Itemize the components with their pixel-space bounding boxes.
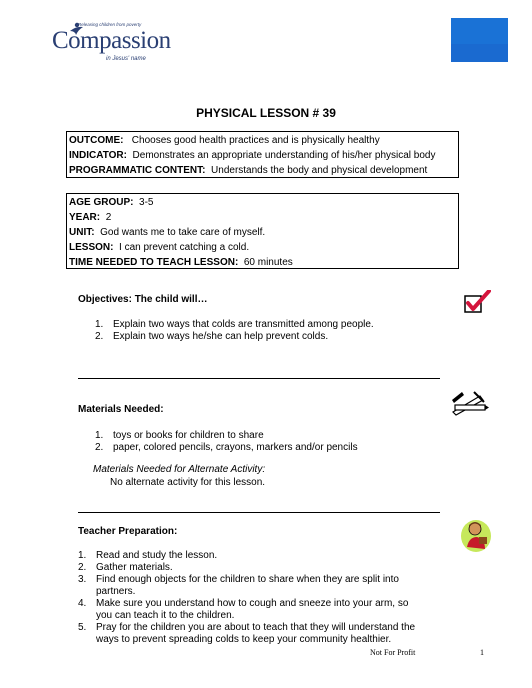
materials-list — [95, 430, 455, 454]
alt-materials-text: No alternate activity for this lesson. — [110, 477, 266, 488]
list-item: 1. Explain two ways that colds are transmitted among people. — [95, 319, 374, 330]
list-item: 2. paper, colored pencils, crayons, markers and/or pencils — [95, 442, 358, 453]
alt-materials-heading: Materials Needed for Alternate Activity: — [93, 464, 266, 475]
list-item: 5. Pray for the children you are about to teach that they will understand the ways to prevent spreading colds to keep your community healthier. — [78, 622, 416, 645]
content-row — [69, 163, 456, 178]
time-row — [69, 255, 456, 270]
compassion-logo — [52, 22, 171, 72]
logo-tagline: Releasing children from poverty — [78, 22, 142, 27]
footer-notice: Not For Profit — [370, 648, 416, 657]
pencil-tools-icon — [450, 390, 490, 416]
outcome-text: Chooses good health practices and is physically healthy — [131, 135, 380, 146]
unit-row — [69, 225, 456, 240]
outcome-row — [69, 133, 456, 148]
section-divider — [78, 378, 440, 379]
content-label: PROGRAMMATIC CONTENT: — [69, 165, 206, 176]
time-text: 60 minutes — [243, 257, 293, 268]
section-divider — [78, 512, 440, 513]
indicator-text: Demonstrates an appropriate understanding of his/her physical body — [132, 150, 436, 161]
lesson-row — [69, 240, 456, 255]
logo-wordmark: Compassion — [52, 27, 171, 54]
age-row — [69, 195, 456, 210]
list-item: 1. Read and study the lesson. — [78, 550, 218, 561]
list-item: 4. Make sure you understand how to cough and sneeze into your arm, so you can teach it to the children. — [78, 598, 409, 621]
lesson-text: I can prevent catching a cold. — [119, 242, 250, 253]
indicator-row — [69, 148, 456, 163]
unit-text: God wants me to take care of myself. — [100, 227, 266, 238]
content-text: Understands the body and physical development — [211, 165, 428, 176]
lesson-info-box — [66, 193, 459, 269]
year-text: 2 — [105, 212, 112, 223]
list-item: 3. Find enough objects for the children to share when they are split into partners. — [78, 574, 399, 597]
preparation-heading: Teacher Preparation: — [78, 526, 178, 537]
year-label: YEAR: — [69, 212, 101, 223]
year-row — [69, 210, 456, 225]
corner-blue-block — [451, 18, 508, 62]
checkbox-check-icon — [463, 290, 491, 314]
materials-heading: Materials Needed: — [78, 404, 164, 415]
list-item: 2. Gather materials. — [78, 562, 173, 573]
outcome-box — [66, 131, 459, 178]
preparation-list — [78, 550, 458, 646]
logo-subtitle: in Jesus' name — [106, 56, 146, 62]
list-item: 2. Explain two ways he/she can help prevent colds. — [95, 331, 329, 342]
lesson-label: LESSON: — [69, 242, 114, 253]
outcome-label: OUTCOME: — [69, 135, 124, 146]
age-label: AGE GROUP: — [69, 197, 134, 208]
page-title: PHYSICAL LESSON # 39 — [196, 106, 336, 120]
time-label: TIME NEEDED TO TEACH LESSON: — [69, 257, 239, 268]
objectives-heading: Objectives: The child will… — [78, 294, 208, 305]
list-item: 1. toys or books for children to share — [95, 430, 264, 441]
page-number: 1 — [480, 648, 484, 657]
objectives-list — [95, 319, 455, 343]
age-text: 3-5 — [139, 197, 154, 208]
teacher-icon — [459, 517, 493, 553]
indicator-label: INDICATOR: — [69, 150, 127, 161]
unit-label: UNIT: — [69, 227, 95, 238]
